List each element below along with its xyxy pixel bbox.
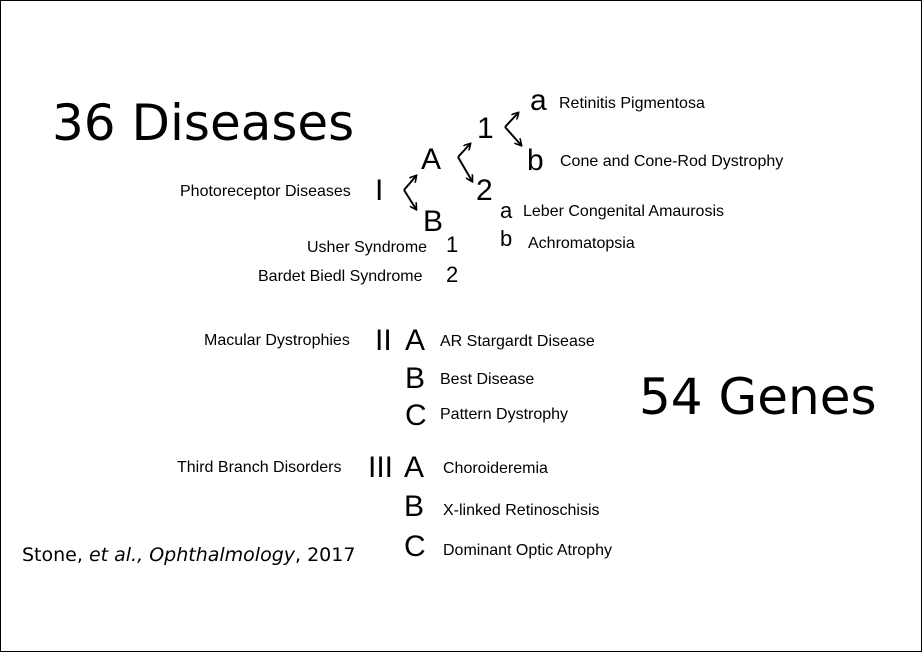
node-III-B: B: [404, 490, 425, 523]
node-I-A: A: [421, 143, 442, 176]
diseases-count-heading: 36 Diseases: [52, 94, 355, 152]
label-ar-stargardt: AR Stargardt Disease: [440, 333, 595, 350]
branch-I: [404, 176, 416, 209]
node-II-B: B: [405, 362, 426, 395]
branch-1: [505, 113, 521, 145]
node-III-A: A: [404, 451, 425, 484]
genes-count-heading: 54 Genes: [639, 368, 877, 426]
label-choroideremia: Choroideremia: [443, 460, 548, 477]
citation: [22, 546, 355, 565]
node-III-C: C: [404, 530, 426, 563]
citation-year: , 2017: [295, 544, 356, 566]
label-pattern-dystrophy: Pattern Dystrophy: [440, 406, 569, 423]
citation-etal: et al.,: [88, 544, 150, 566]
node-I-A-2-a: a: [500, 198, 513, 223]
node-I-B-1: 1: [446, 232, 459, 257]
node-I-B-2: 2: [446, 262, 459, 287]
node-II-C: C: [405, 399, 427, 432]
label-cone-rod-dystrophy: Cone and Cone-Rod Dystrophy: [560, 153, 784, 170]
node-I-A-2-b: b: [500, 226, 513, 251]
citation-journal: Ophthalmology: [149, 544, 295, 566]
label-achromatopsia: Achromatopsia: [528, 235, 635, 252]
citation-author: Stone,: [22, 544, 89, 566]
label-usher-syndrome: Usher Syndrome: [307, 239, 428, 256]
group-I-label: Photoreceptor Diseases: [180, 183, 351, 200]
group-III-label: Third Branch Disorders: [177, 459, 342, 476]
node-I-A-1-a: a: [530, 84, 547, 117]
group-III-numeral: III: [368, 451, 394, 484]
label-bardet-biedl-syndrome: Bardet Biedl Syndrome: [258, 268, 423, 285]
label-dominant-optic-atrophy: Dominant Optic Atrophy: [443, 542, 612, 559]
node-I-B: B: [423, 205, 444, 238]
label-leber-congenital-amaurosis: Leber Congenital Amaurosis: [523, 203, 725, 220]
label-best-disease: Best Disease: [440, 371, 535, 388]
node-I-A-2: 2: [476, 174, 493, 207]
group-II-label: Macular Dystrophies: [204, 332, 350, 349]
group-II-numeral: II: [375, 324, 392, 357]
node-I-A-1: 1: [477, 112, 494, 145]
node-I-A-1-b: b: [527, 144, 544, 177]
group-I-numeral: I: [375, 174, 384, 207]
label-retinitis-pigmentosa: Retinitis Pigmentosa: [559, 95, 705, 112]
node-II-A: A: [405, 324, 426, 357]
label-x-linked-retinoschisis: X-linked Retinoschisis: [443, 502, 600, 519]
branch-A: [458, 144, 472, 181]
